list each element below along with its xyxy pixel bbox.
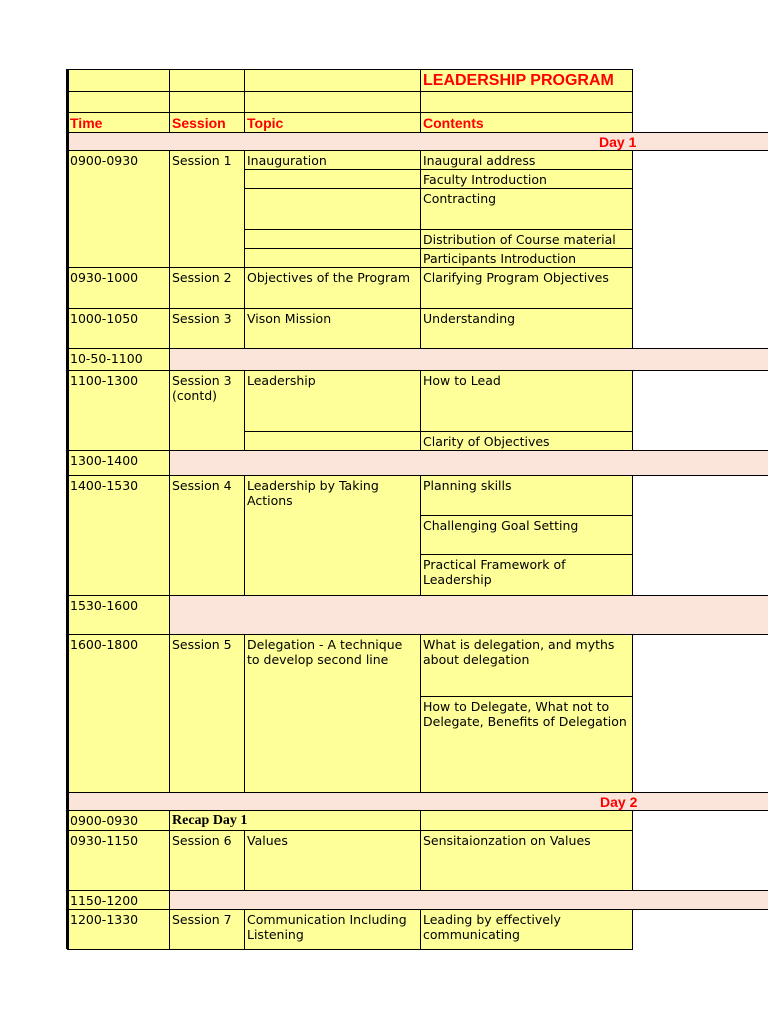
- contents-cell: How to Delegate, What not to Delegate, Benefits of Delegation: [420, 696, 633, 793]
- time-cell: 10-50-1100: [67, 348, 170, 371]
- topic-cell: Objectives of the Program: [244, 267, 421, 309]
- contents-cell: What is delegation, and myths about delegation: [420, 634, 633, 697]
- contents-cell: Inaugural address: [420, 150, 633, 170]
- contents-cell: Challenging Goal Setting: [420, 515, 633, 555]
- empty-cell: [420, 810, 633, 831]
- contents-cell: Understanding: [420, 308, 633, 349]
- day-label: Day 2: [67, 792, 768, 811]
- topic-cell: Communication Including Listening: [244, 909, 421, 950]
- topic-cell: Values: [244, 830, 421, 891]
- session-cell: Session 1: [169, 150, 245, 268]
- topic-cell: Leadership by Taking Actions: [244, 475, 421, 596]
- time-cell: 1400-1530: [67, 475, 170, 596]
- session-cell: Session 2: [169, 267, 245, 309]
- program-title: LEADERSHIP PROGRAM: [420, 69, 633, 92]
- contents-cell: Clarity of Objectives: [420, 431, 633, 451]
- time-cell: 1000-1050: [67, 308, 170, 349]
- empty-cell: [169, 91, 245, 113]
- day-label: Day 1: [67, 132, 768, 151]
- empty-cell: [244, 229, 421, 249]
- empty-cell: [244, 169, 421, 189]
- time-cell: 0930-1000: [67, 267, 170, 309]
- time-cell: 0900-0930: [67, 150, 170, 268]
- topic-cell: Leadership: [244, 370, 421, 432]
- contents-cell: Planning skills: [420, 475, 633, 516]
- contents-cell: Distribution of Course material: [420, 229, 633, 249]
- empty-cell: [67, 69, 170, 92]
- break-band: [169, 890, 768, 910]
- contents-cell: How to Lead: [420, 370, 633, 432]
- break-band: [169, 348, 768, 371]
- empty-cell: [244, 248, 421, 268]
- time-cell: 1150-1200: [67, 890, 170, 910]
- contents-cell: Practical Framework of Leadership: [420, 554, 633, 596]
- topic-cell: Inauguration: [244, 150, 421, 170]
- contents-cell: Leading by effectively communicating: [420, 909, 633, 950]
- contents-cell: Contracting: [420, 188, 633, 230]
- session-cell: Session 3: [169, 308, 245, 349]
- session-cell: Session 7: [169, 909, 245, 950]
- empty-cell: [244, 91, 421, 113]
- session-cell: Session 3 (contd): [169, 370, 245, 451]
- header-time: Time: [67, 112, 170, 133]
- contents-cell: Clarifying Program Objectives: [420, 267, 633, 309]
- contents-cell: Sensitaionzation on Values: [420, 830, 633, 891]
- topic-cell: Vison Mission: [244, 308, 421, 349]
- time-cell: 1300-1400: [67, 450, 170, 476]
- topic-cell: Delegation - A technique to develop second line: [244, 634, 421, 793]
- header-topic: Topic: [244, 112, 421, 133]
- contents-cell: Participants Introduction: [420, 248, 633, 268]
- empty-cell: [244, 69, 421, 92]
- contents-cell: Faculty Introduction: [420, 169, 633, 189]
- session-cell: Session 6: [169, 830, 245, 891]
- empty-cell: [244, 431, 421, 451]
- time-cell: 1530-1600: [67, 595, 170, 635]
- session-cell: Session 5: [169, 634, 245, 793]
- table-left-border: [66, 69, 69, 949]
- time-cell: 0930-1150: [67, 830, 170, 891]
- empty-cell: [67, 91, 170, 113]
- time-cell: 1600-1800: [67, 634, 170, 793]
- empty-cell: [169, 69, 245, 92]
- empty-cell: [420, 91, 633, 113]
- break-band: [169, 450, 768, 476]
- recap-cell: Recap Day 1: [169, 810, 421, 831]
- time-cell: 1200-1330: [67, 909, 170, 950]
- session-cell: Session 4: [169, 475, 245, 596]
- header-contents: Contents: [420, 112, 633, 133]
- time-cell: 0900-0930: [67, 810, 170, 831]
- empty-cell: [244, 188, 421, 230]
- break-band: [169, 595, 768, 635]
- header-session: Session: [169, 112, 245, 133]
- time-cell: 1100-1300: [67, 370, 170, 451]
